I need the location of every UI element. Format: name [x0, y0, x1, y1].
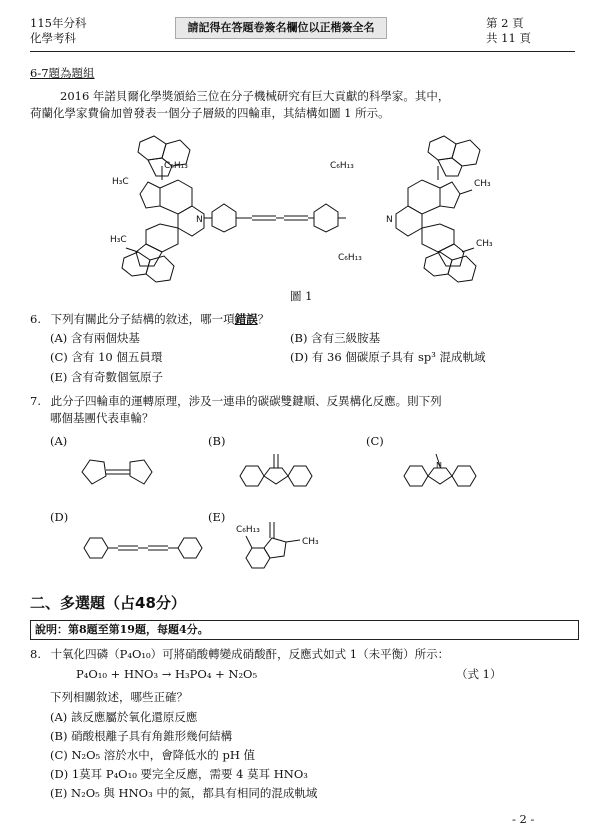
q7-stem-text: 此分子四輪車的運轉原理，涉及一連串的碳碳雙鍵順、反異構化反應。則下列 [50, 394, 442, 408]
q7-e-label-ch3: CH₃ [302, 537, 319, 547]
option-key: (E) [50, 370, 68, 384]
q6-option-d[interactable] [290, 350, 486, 365]
option-key: (A) [50, 710, 68, 724]
option-key: (D) [50, 767, 69, 781]
right-phenyl [314, 204, 338, 232]
page-label: 第 2 頁 [486, 16, 524, 30]
group-title: 6-7題為題組 [30, 66, 95, 80]
q7-e-label-c6h13: C₆H₁₃ [236, 525, 260, 535]
left-phenyl [212, 204, 236, 232]
label-h3c-tl: H₃C [112, 177, 129, 187]
q6-option-a[interactable] [50, 331, 140, 346]
header-left [30, 16, 86, 46]
figure-1-molecule [100, 128, 500, 288]
option-key: (B) [50, 729, 68, 743]
option-text: 含有奇數個氫原子 [71, 370, 164, 384]
label-n-right: N [386, 215, 393, 225]
label-n-left: N [196, 215, 203, 225]
label-c6h13-br: C₆H₁₃ [338, 253, 362, 263]
option-text: 該反應屬於氧化還原反應 [70, 710, 198, 724]
q7-option-b-label[interactable]: (B) [208, 434, 226, 448]
q7-option-d-label[interactable]: (D) [50, 510, 69, 524]
subject: 化學考科 [30, 31, 76, 45]
q8-equation: P₄O₁₀ + HNO₃ → H₃PO₄ + N₂O₅ [76, 667, 258, 681]
option-key: (C) [50, 350, 68, 364]
q6-stem-emphasis: 錯誤 [234, 312, 258, 326]
q7-number: 7. [30, 394, 41, 408]
q6-option-b[interactable] [290, 331, 380, 346]
label-c6h13-tl: C₆H₁₃ [164, 161, 188, 171]
q7-option-e-structure[interactable] [236, 516, 346, 578]
q7-stem-line-1 [30, 394, 442, 409]
q7-option-e-label[interactable]: (E) [208, 510, 226, 524]
q7-option-b-structure[interactable] [236, 446, 316, 494]
q8-stem-text: 十氧化四磷（P₄O₁₀）可將硝酸轉變成硝酸酐，反應式如式 1（未平衡）所示： [50, 647, 450, 661]
exam-year: 115年分科 [30, 16, 87, 30]
label-h3c-bl: H₃C [110, 235, 127, 245]
total-pages: 共 11 頁 [486, 31, 531, 45]
option-text: 含有三級胺基 [311, 331, 381, 345]
q7-option-c-structure[interactable] [400, 446, 480, 494]
section-2-title: 二、多選題（占48分） [30, 594, 186, 612]
option-key: (C) [50, 748, 68, 762]
section-2-note: 說明：第8題至第19題，每題4分。 [30, 620, 579, 640]
q7-option-c-label[interactable]: (C) [366, 434, 384, 448]
option-text: 硝酸根離子具有角錐形幾何結構 [71, 729, 233, 743]
intro-line-1: 2016 年諾貝爾化學獎頒給三位在分子機械研究有巨大貢獻的科學家。其中， [60, 89, 450, 103]
q7-option-a-label[interactable]: (A) [50, 434, 68, 448]
q8-prompt: 下列相關敘述，哪些正確？ [50, 690, 188, 704]
option-text: 含有兩個炔基 [70, 331, 140, 345]
right-top-wheel [428, 136, 480, 176]
right-core [396, 166, 474, 266]
left-core [126, 166, 204, 266]
option-key: (E) [50, 786, 68, 800]
left-bottom-wheel [122, 252, 174, 282]
q8-option-b[interactable] [50, 729, 232, 744]
q8-number: 8. [30, 647, 41, 661]
q7-option-d-structure[interactable] [80, 530, 210, 566]
q6-stem [30, 312, 269, 327]
label-ch3-br: CH₃ [476, 239, 493, 249]
page-number: - 2 - [512, 812, 535, 826]
q8-equation-label: （式 1） [456, 667, 502, 681]
q6-number: 6. [30, 312, 41, 326]
q8-option-c[interactable] [50, 748, 255, 763]
option-text: 含有 10 個五員環 [71, 350, 163, 364]
q6-option-e[interactable] [50, 370, 163, 385]
header-rule [30, 51, 575, 52]
option-key: (D) [290, 350, 309, 364]
q6-option-c[interactable] [50, 350, 162, 365]
figure-caption: 圖 1 [290, 289, 313, 303]
intro-line-2: 荷蘭化學家費倫加曾發表一個分子層級的四輪車，其結構如圖 1 所示。 [30, 106, 390, 120]
q6-stem-end: ？ [257, 312, 270, 326]
signature-notice: 請記得在答題卷簽名欄位以正楷簽全名 [175, 17, 387, 39]
q8-stem [30, 647, 449, 662]
option-text: 有 36 個碳原子具有 sp³ 混成軌域 [311, 350, 486, 364]
label-ch3-tr: CH₃ [474, 179, 491, 189]
q8-option-e[interactable] [50, 786, 317, 801]
q6-stem-text: 下列有關此分子結構的敘述，哪一項 [50, 312, 235, 326]
q7-stem-line-2: 哪個基團代表車輪？ [50, 411, 154, 425]
q7-option-a-structure[interactable] [78, 452, 158, 492]
option-key: (A) [50, 331, 68, 345]
option-text: N₂O₅ 與 HNO₃ 中的氮，都具有相同的混成軌域 [71, 786, 318, 800]
option-text: N₂O₅ 溶於水中，會降低水的 pH 值 [71, 748, 256, 762]
option-key: (B) [290, 331, 308, 345]
option-text: 1莫耳 P₄O₁₀ 要完全反應，需要 4 莫耳 HNO₃ [71, 767, 308, 781]
svg-text:N: N [436, 461, 442, 470]
q8-option-a[interactable] [50, 710, 197, 725]
q8-option-d[interactable] [50, 767, 308, 782]
label-c6h13-tr: C₆H₁₃ [330, 161, 354, 171]
header-right [486, 16, 531, 46]
right-bottom-wheel [424, 252, 476, 282]
